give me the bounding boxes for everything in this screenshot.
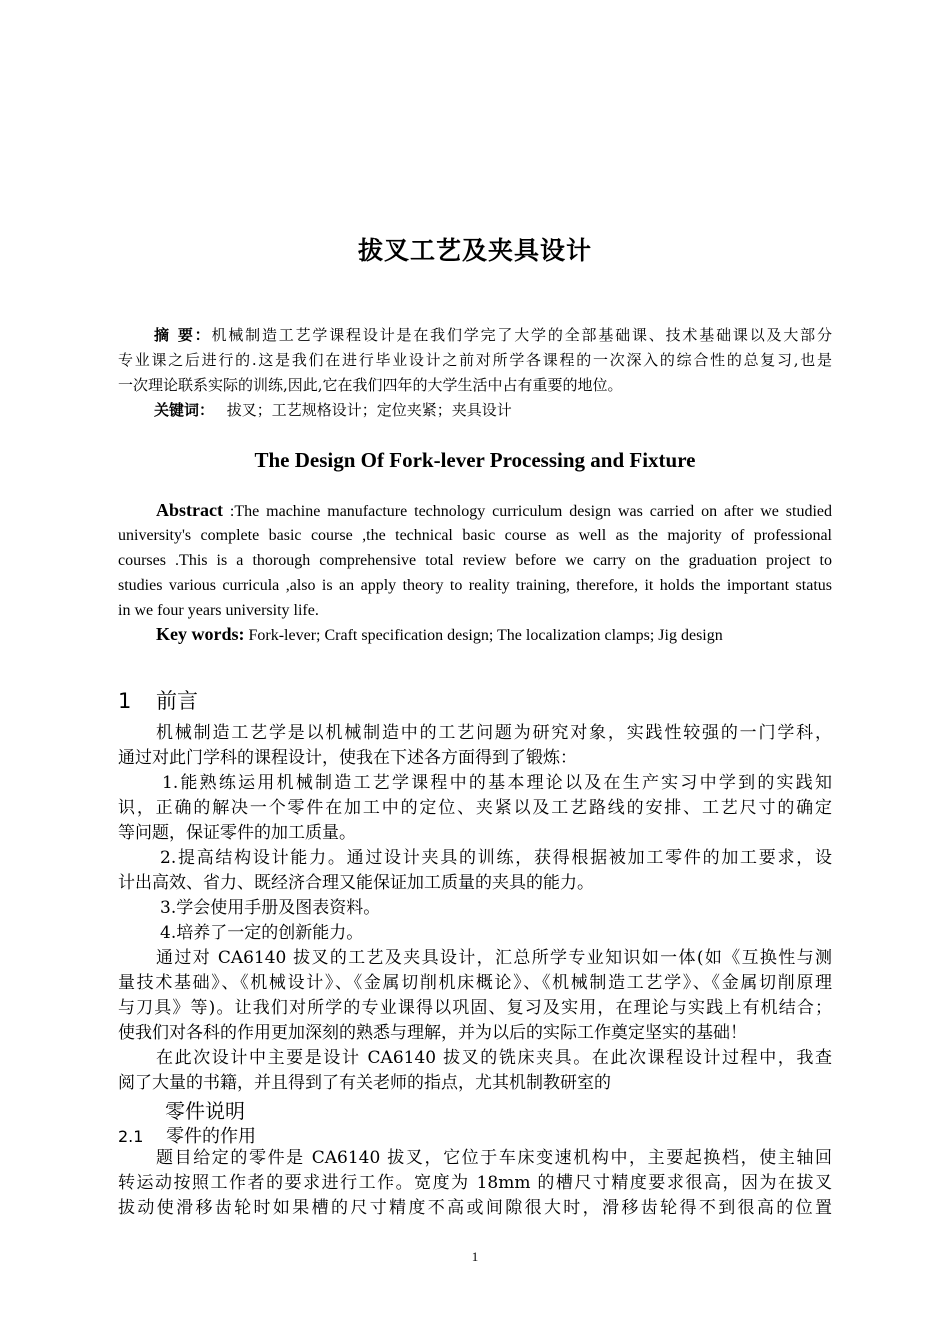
section-2-1-heading (118, 1122, 256, 1148)
abstract-cn-line: 机械制造工艺学课程设计是在我们学完了大学的全部基础课、技术基础课以及大部分 (211, 326, 832, 344)
page-number: 1 (471, 1249, 479, 1264)
body-line: 4.培养了一定的创新能力。 (160, 923, 364, 943)
abstract-cn-label: 摘 要： (154, 326, 212, 344)
body-line: 等问题，保证零件的加工质量。 (118, 823, 356, 843)
body-line: 转运动按照工作者的要求进行工作。宽度为 18mm 的槽尺寸精度要求很高，因为在拔叉 (118, 1173, 832, 1193)
body-line: 使我们对各科的作用更加深刻的熟悉与理解，并为以后的实际工作奠定坚实的基础！ (118, 1023, 747, 1043)
body-line: 计出高效、省力、既经济合理又能保证加工质量的夹具的能力。 (118, 873, 594, 893)
body-line: 题目给定的零件是 CA6140 拔叉，它位于车床变速机构中，主要起换档，使主轴回 (156, 1148, 832, 1168)
section-2-heading: 零件说明 (165, 1099, 245, 1123)
keywords-en-text: Fork-lever; Craft specification design; The localization clamps; Jig design (248, 627, 723, 644)
abstract-en-line: courses .This is a thorough comprehensive total review before we carry on the graduation project to (118, 552, 832, 569)
section-1-number: 1 (118, 689, 132, 713)
abstract-cn-line: 专业课之后进行的.这是我们在进行毕业设计之前对所学各课程的一次深入的综合性的总复习,也是 (118, 351, 832, 369)
english-title: The Design Of Fork-lever Processing and Fixture (254, 448, 696, 472)
abstract-cn-line: 一次理论联系实际的训练,因此,它在我们四年的大学生活中占有重要的地位。 (118, 376, 623, 394)
body-line: 机械制造工艺学是以机械制造中的工艺问题为研究对象，实践性较强的一门学科， (156, 723, 832, 743)
abstract-en (118, 498, 832, 623)
keywords-en (156, 624, 723, 645)
keywords-cn-text: 拔叉；工艺规格设计；定位夹紧；夹具设计 (226, 401, 512, 419)
body-line: 2.提高结构设计能力。通过设计夹具的训练，获得根据被加工零件的加工要求，设 (160, 848, 832, 868)
body-line: 在此次设计中主要是设计 CA6140 拔叉的铣床夹具。在此次课程设计过程中，我查 (156, 1048, 832, 1068)
abstract-en-line: :The machine manufacture technology curriculum design was carried on after we studied (229, 503, 833, 520)
section-1-body (118, 721, 832, 1096)
section-2-1-title: 零件的作用 (166, 1126, 256, 1147)
body-line: 1.能熟练运用机械制造工艺学课程中的基本理论以及在生产实习中学到的实践知 (162, 773, 832, 793)
abstract-en-label: Abstract (156, 500, 223, 520)
body-line: 通过对 CA6140 拔叉的工艺及夹具设计，汇总所学专业知识如一体(如《互换性与测 (156, 948, 832, 968)
body-line: 阅了大量的书籍，并且得到了有关老师的指点，尤其机制教研室的 (118, 1073, 611, 1093)
section-2-1-number: 2.1 (118, 1127, 144, 1146)
body-line: 识，正确的解决一个零件在加工中的定位、夹紧以及工艺路线的安排、工艺尺寸的确定 (118, 798, 832, 818)
abstract-en-line: in we four years university life. (118, 602, 319, 619)
body-line: 拔动使滑移齿轮时如果槽的尺寸精度不高或间隙很大时，滑移齿轮得不到很高的位置 (118, 1198, 832, 1218)
body-line: 通过对此门学科的课程设计，使我在下述各方面得到了锻炼： (118, 748, 577, 768)
abstract-en-line: university's complete basic course ,the technical basic course as well as the majority of professional (118, 527, 832, 544)
keywords-cn (154, 398, 512, 423)
keywords-en-label: Key words: (156, 624, 245, 644)
abstract-en-line: studies various curricula ,also is an apply theory to reality training, therefore, it holds the important status (118, 577, 832, 594)
section-1-title: 前言 (156, 689, 198, 713)
section-2-1-body (118, 1146, 832, 1221)
keywords-cn-label: 关键词： (154, 401, 215, 419)
section-1-heading (118, 685, 198, 715)
document-title: 拔叉工艺及夹具设计 (357, 236, 592, 265)
abstract-cn (118, 323, 832, 398)
body-line: 3.学会使用手册及图表资料。 (160, 898, 381, 918)
body-line: 量技术基础》、《机械设计》、《金属切削机床概论》、《机械制造工艺学》、《金属切削原理 (118, 973, 832, 993)
body-line: 与刀具》等)。让我们对所学的专业课得以巩固、复习及实用，在理论与实践上有机结合； (118, 998, 832, 1018)
